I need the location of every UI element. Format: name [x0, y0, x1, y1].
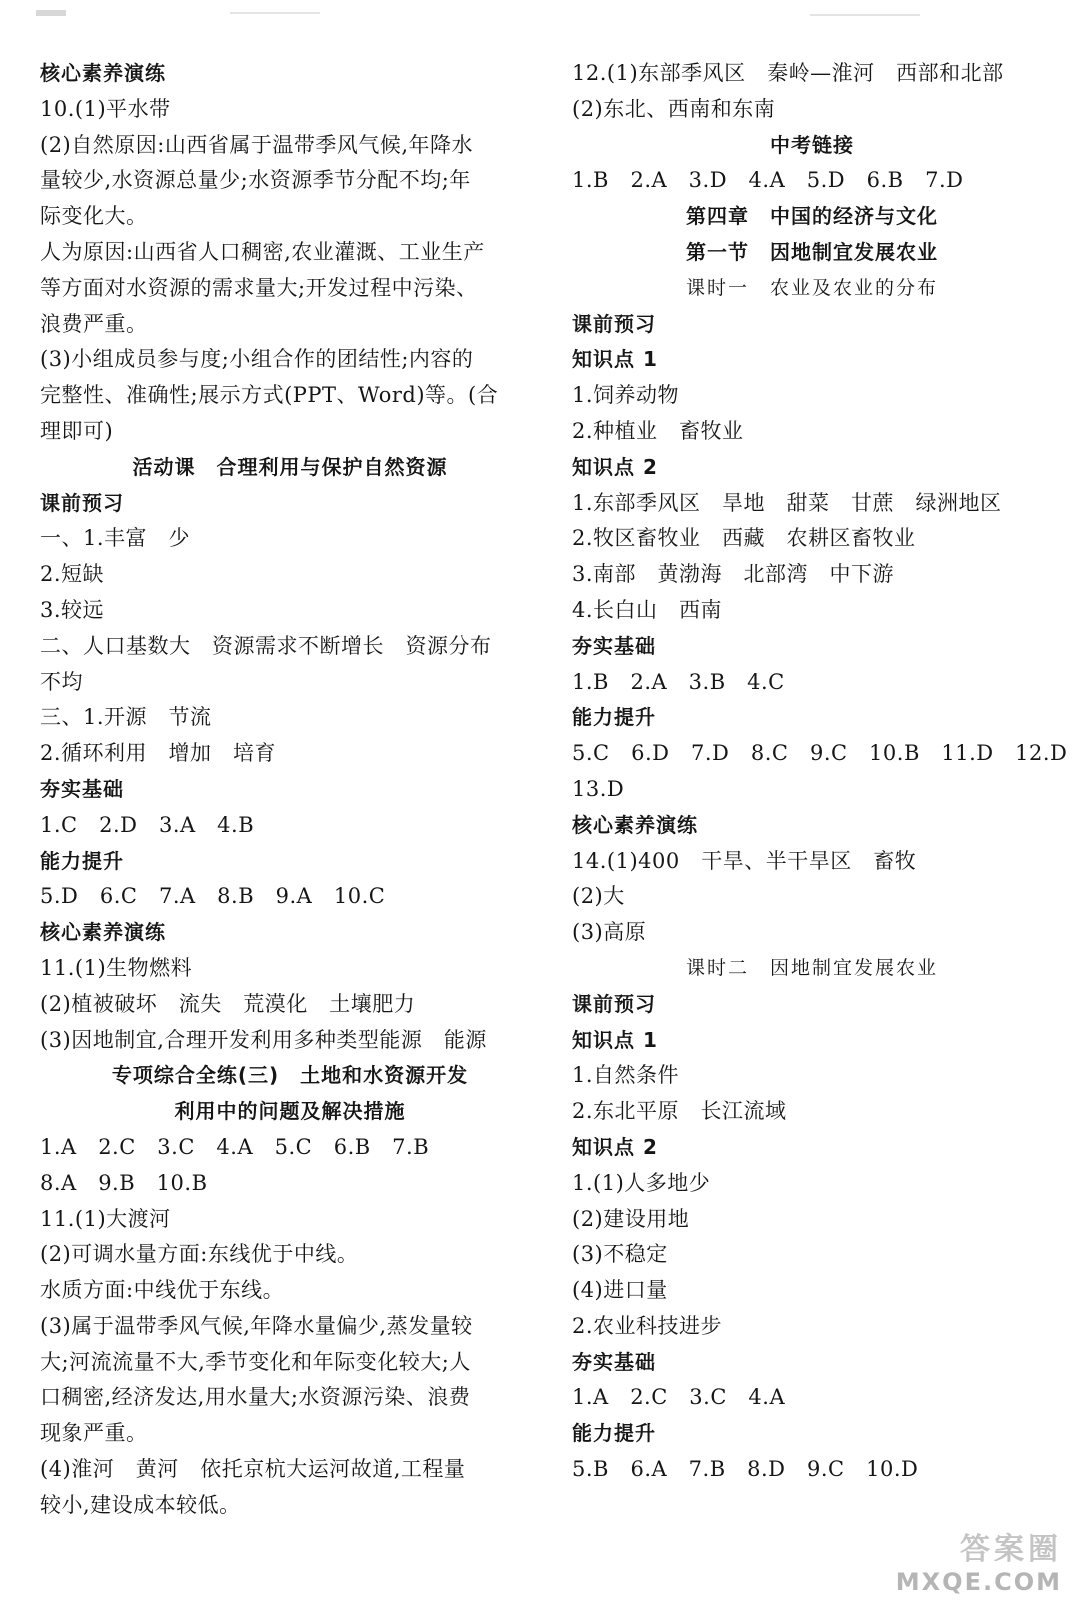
watermark-logo [862, 1524, 1062, 1594]
section-heading: 能力提升 [40, 848, 124, 873]
answer-line: (2)自然原因:山西省属于温带季风气候,年降水 [40, 132, 473, 157]
answer-line: 不均 [40, 669, 83, 694]
section-heading: 核心素养演练 [40, 61, 166, 85]
scan-mark [230, 12, 320, 14]
answer-line: (2)大 [572, 884, 625, 909]
answer-line: 2.牧区畜牧业 西藏 农耕区畜牧业 [572, 526, 916, 551]
answer-line: 大;河流流量不大,季节变化和年际变化较大;人 [40, 1349, 471, 1374]
answer-line: 2.短缺 [40, 562, 105, 587]
answer-line: 人为原因:山西省人口稠密,农业灌溉、工业生产 [40, 239, 485, 264]
left-column [40, 56, 540, 1524]
answer-line: 14.(1)400 干旱、半干旱区 畜牧 [572, 848, 917, 873]
answer-line: 1.东部季风区 旱地 甜菜 甘蔗 绿洲地区 [572, 490, 1002, 515]
answer-line: 1.饲养动物 [572, 383, 680, 408]
section-heading: 夯实基础 [572, 633, 656, 658]
section-heading: 核心素养演练 [40, 920, 166, 945]
section-heading: 知识点 2 [572, 454, 658, 479]
answer-line: 2.循环利用 增加 培育 [40, 741, 277, 766]
section-heading: 课前预习 [40, 490, 124, 515]
answer-line: 2.种植业 畜牧业 [572, 418, 744, 443]
answer-line: 5.C 6.D 7.D 8.C 9.C 10.B 11.D 12.D [572, 741, 1068, 766]
answer-line: (4)进口量 [572, 1278, 668, 1303]
chapter-heading: 第一节 因地制宜发展农业 [686, 239, 938, 264]
answer-line: 5.D 6.C 7.A 8.B 9.A 10.C [40, 884, 386, 909]
chapter-heading: 利用中的问题及解决措施 [174, 1099, 406, 1124]
answer-line: 11.(1)大渡河 [40, 1206, 171, 1231]
answer-line: 1.A 2.C 3.C 4.A 5.C 6.B 7.B [40, 1134, 430, 1159]
answer-line: 水质方面:中线优于东线。 [40, 1278, 285, 1303]
answer-line: 1.B 2.A 3.D 4.A 5.D 6.B 7.D [572, 168, 964, 193]
answer-line: 一、1.丰富 少 [40, 526, 191, 551]
watermark-url: MXQE.COM [895, 1568, 1062, 1596]
section-heading: 能力提升 [572, 705, 656, 730]
answer-line: (2)东北、西南和东南 [572, 96, 776, 121]
scan-mark [810, 14, 920, 16]
answer-line: (3)不稳定 [572, 1242, 668, 1267]
answer-line: 1.A 2.C 3.C 4.A [572, 1385, 786, 1410]
watermark-title: 答案圈 [960, 1532, 1062, 1567]
answer-line: (3)属于温带季风气候,年降水量偏少,蒸发量较 [40, 1313, 473, 1338]
chapter-heading: 专项综合全练(三) 土地和水资源开发 [111, 1063, 469, 1088]
answer-line: 13.D [572, 776, 625, 801]
answer-line: 浪费严重。 [40, 311, 148, 336]
chapter-heading: 中考链接 [770, 132, 854, 157]
answer-line: (4)淮河 黄河 依托京杭大运河故道,工程量 [40, 1457, 466, 1482]
answer-line: 2.农业科技进步 [572, 1313, 723, 1338]
answer-line: (2)建设用地 [572, 1206, 690, 1231]
answer-line: 10.(1)平水带 [40, 96, 171, 121]
answer-line: 1.自然条件 [572, 1063, 680, 1088]
answer-line: 口稠密,经济发达,用水量大;水资源污染、浪费 [40, 1385, 471, 1410]
answer-line: 二、人口基数大 资源需求不断增长 资源分布 [40, 633, 492, 658]
lesson-heading: 课时二 因地制宜发展农业 [685, 956, 938, 979]
chapter-heading: 活动课 合理利用与保护自然资源 [132, 454, 448, 479]
right-column [572, 56, 1068, 1488]
section-heading: 知识点 1 [572, 347, 658, 372]
answer-line: (3)高原 [572, 920, 647, 945]
section-heading: 知识点 1 [572, 1027, 658, 1052]
answer-line: 等方面对水资源的需求量大;开发过程中污染、 [40, 275, 478, 300]
answer-line: (3)小组成员参与度;小组合作的团结性;内容的 [40, 347, 474, 372]
answer-line: 5.B 6.A 7.B 8.D 9.C 10.D [572, 1457, 919, 1482]
section-heading: 夯实基础 [40, 776, 124, 801]
lesson-heading: 课时一 农业及农业的分布 [685, 276, 938, 299]
answer-line: 1.C 2.D 3.A 4.B [40, 812, 255, 837]
answer-line: 三、1.开源 节流 [40, 705, 212, 730]
answer-line: 现象严重。 [40, 1421, 148, 1446]
answer-line: 8.A 9.B 10.B [40, 1170, 208, 1195]
answer-line: 3.较远 [40, 597, 105, 622]
section-heading: 知识点 2 [572, 1134, 658, 1159]
answer-line: (2)植被破坏 流失 荒漠化 土壤肥力 [40, 991, 416, 1016]
section-heading: 夯实基础 [572, 1349, 656, 1374]
section-heading: 能力提升 [572, 1421, 656, 1446]
answer-line: 1.(1)人多地少 [572, 1170, 711, 1195]
answer-line: 3.南部 黄渤海 北部湾 中下游 [572, 562, 895, 587]
answer-line: 2.东北平原 长江流域 [572, 1099, 787, 1124]
section-heading: 核心素养演练 [572, 812, 698, 837]
answer-line: 1.B 2.A 3.B 4.C [572, 669, 785, 694]
answer-line: 完整性、准确性;展示方式(PPT、Word)等。(合 [40, 383, 499, 408]
answer-line: 12.(1)东部季风区 秦岭—淮河 西部和北部 [572, 61, 1004, 85]
answer-line: 际变化大。 [40, 204, 148, 229]
answer-line: (2)可调水量方面:东线优于中线。 [40, 1242, 359, 1267]
answer-line: (3)因地制宜,合理开发利用多种类型能源 能源 [40, 1027, 487, 1052]
answer-line: 11.(1)生物燃料 [40, 955, 193, 980]
answer-line: 理即可) [40, 418, 114, 443]
section-heading: 课前预习 [572, 311, 656, 336]
chapter-heading: 第四章 中国的经济与文化 [686, 204, 938, 229]
section-heading: 课前预习 [572, 991, 656, 1016]
answer-line: 4.长白山 西南 [572, 597, 723, 622]
answer-line: 较小,建设成本较低。 [40, 1492, 241, 1517]
scan-mark [36, 10, 66, 16]
answer-line: 量较少,水资源总量少;水资源季节分配不均;年 [40, 168, 471, 193]
